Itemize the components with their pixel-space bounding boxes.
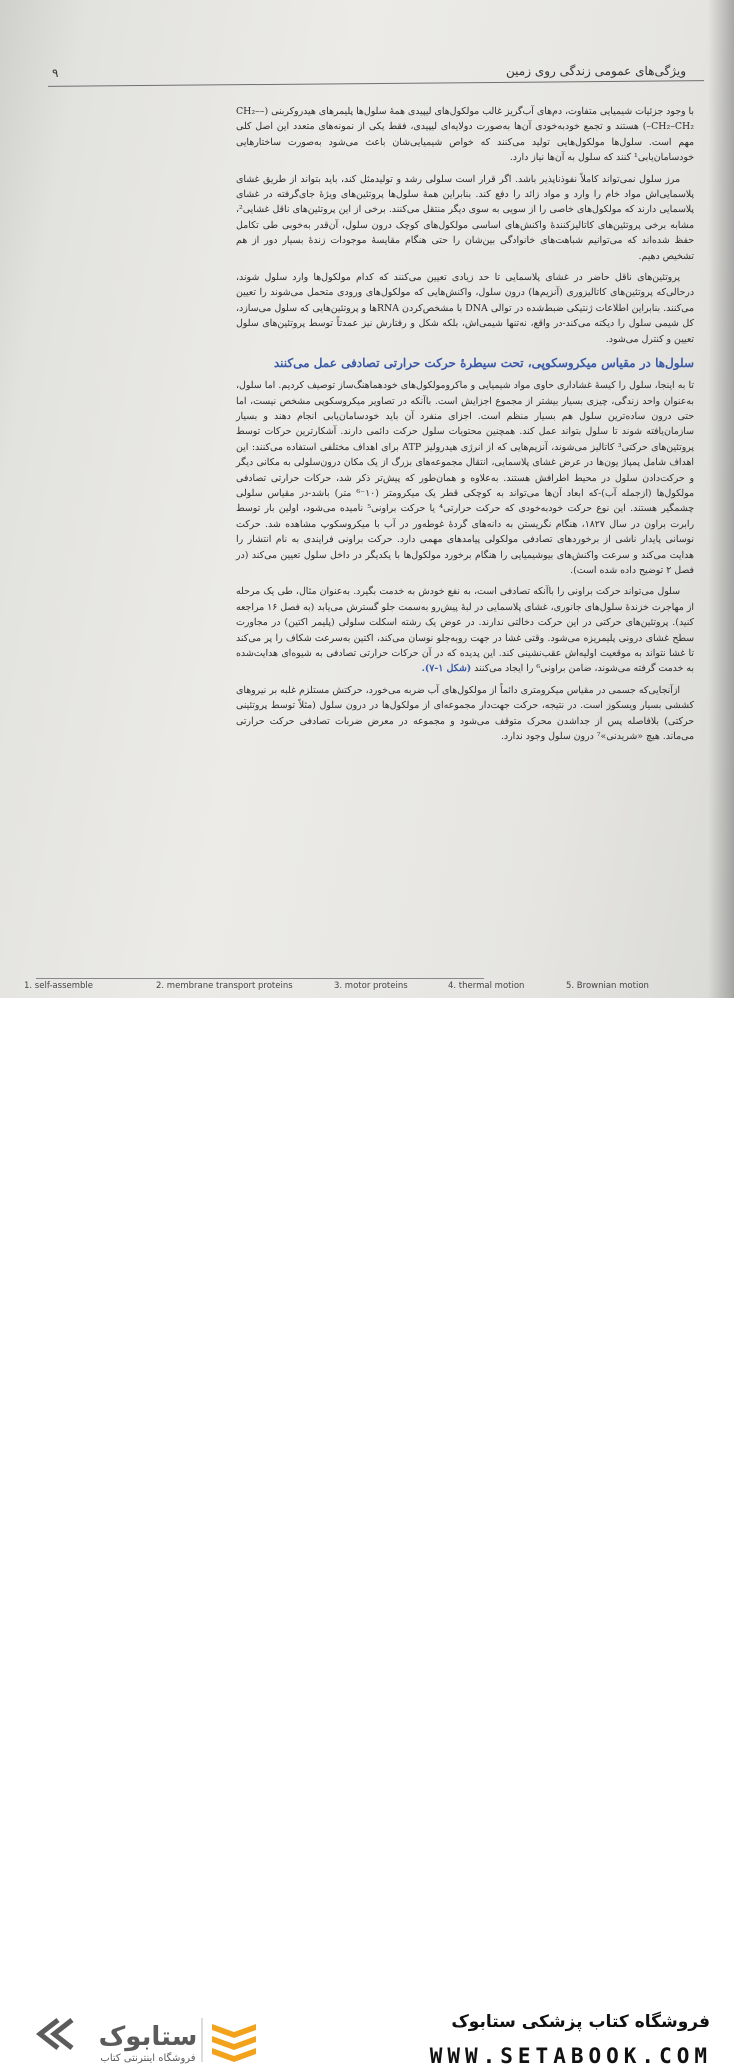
paragraph-6: ازآنجایی‌که جسمی در مقیاس میکرومتری دائماً از مولکول‌های آب ضربه می‌خورد، حرکتش مستلزم غلبه بر نیروهای کششی بسیار ویسکوز است. در نتیجه، حرکت جهت‌دار مجموعه‌ای از مولکول‌ها در درون سلول (مثلاً توسط پروتئینی حرکتی) بلافاصله پس از جداشدن محرک متوقف می‌شود و مجموعه در معرض ضربات تصادفی حرکت حرارتی می‌ماند. هیچ «شریدنی»⁷ درون سلول وجود ندارد. xyxy=(236,684,694,743)
book-spine-shadow xyxy=(708,0,734,998)
footnote-5: 5. Brownian motion xyxy=(566,981,649,991)
setabook-logo[interactable] xyxy=(36,2014,266,2066)
page-number: ۹ xyxy=(52,66,59,80)
header-rule xyxy=(48,80,704,87)
paragraph-1: با وجود جزئیات شیمیایی متفاوت، دم‌های آب‌گریز غالب مولکول‌های لیپیدی همهٔ سلول‌ها پلیمرهای هیدروکربنی (–CH₂–CH₂–CH₂–) هستند و تجمع خودبه‌خودی آن‌ها به‌صورت دولایه‌ای لیپیدی، فقط یکی از نمونه‌های متعدد این اصل کلی مهم است. سلول‌ها مولکول‌هایی تولید می‌کنند که خواص شیمیایی‌شان باعث می‌شود به‌صورت ساختارهایی خودسامان‌یابی¹ کنند که سلول به آن‌ها نیاز دارد. xyxy=(236,106,694,164)
figure-reference[interactable]: (شکل ۱-۷). xyxy=(421,663,472,675)
paragraph-5-text: سلول می‌تواند حرکت براونی را باآنکه تصادفی است، به نفع خودش به خدمت بگیرد. به‌عنوان مثال، طی یک مرحله از مهاجرت خزندهٔ سلول‌های جانوری، غشای پلاسمایی در لبهٔ پیش‌رو به‌سمت جلو گسترش می‌یابد (به فصل ۱۶ مراجعه کنید). پروتئین‌های حرکتی در این حرکت دخالتی ندارند. در عوض یک رشته اسکلت سلولی (پلیمر اکتین) در مجاورت سطح غشای درونی پلیمریزه می‌شود. وقتی غشا در جهت روبه‌جلو نوسان می‌کند، اکتین به‌سرعت شکاف را پر می‌کند تا غشا نتواند به موقعیت اولیه‌اش عقب‌نشینی کند. این پدیده که در آن حرکات حرارتی تصادفی به شیوه‌ای هدایت‌شده به خدمت گرفته می‌شوند، ضامن براونی⁶ را ایجاد می‌کنند xyxy=(236,586,694,675)
footnote-rule xyxy=(36,978,484,979)
stacked-books-icon xyxy=(212,2024,256,2062)
footnote-1: 1. self-assemble xyxy=(24,981,93,991)
logo-subtitle: فروشگاه اینترنتی کتاب xyxy=(100,2053,196,2064)
paragraph-2: مرز سلول نمی‌تواند کاملاً نفوذناپذیر باشد. اگر قرار است سلولی رشد و تولیدمثل کند، باید بتواند از طریق غشای پلاسمایی‌اش مواد خام را وارد و مواد زائد را دفع کند. بنابراین همهٔ سلول‌ها پروتئین‌های ویژهٔ جای‌گرفته در غشای پلاسمایی دارند که مولکول‌های خاصی را از سویی به سوی دیگر منتقل می‌کنند. برخی از این پروتئین‌های ناقل غشایی²، مشابه برخی پروتئین‌های کاتالیزکنندهٔ واکنش‌های اساسی مولکول‌های کوچک درون سلول، آن‌قدر به‌خوبی طی تکامل حفظ شده‌اند که می‌توانیم شباهت‌های خانوادگی بین‌شان را حتی هنگام مقایسهٔ موجودات زندهٔ بسیار دور از هم تشخیص دهیم. xyxy=(236,173,694,262)
store-url[interactable]: WWW.SETABOOK.COM xyxy=(429,2044,712,2068)
running-title: ویژگی‌های عمومی زندگی روی زمین xyxy=(506,64,686,78)
footnotes xyxy=(0,981,734,997)
footnote-2: 2. membrane transport proteins xyxy=(156,981,293,991)
logo-wordmark: ستابوک xyxy=(98,2022,198,2052)
paragraph-3: پروتئین‌های ناقل حاضر در غشای پلاسمایی تا حد زیادی تعیین می‌کنند که کدام مولکول‌ها وارد سلول شوند، درحالی‌که پروتئین‌های کاتالیزوری (آنزیم‌ها) درون سلول، واکنش‌هایی که مولکول‌های ورودی متحمل می‌شوند را تعیین می‌کنند. بنابراین اطلاعات ژنتیکی ضبط‌شده در توالی DNA با مشخص‌کردن RNAها و پروتئین‌هایی که سلول می‌سازد، کل شیمی سلول را دیکته می‌کند-در واقع، نه‌تنها شیمی‌اش، بلکه شکل و رفتارش نیز عمدتاً توسط پروتئین‌های سلول تعیین و کنترل می‌شود. xyxy=(236,272,694,345)
chevron-logo-icon xyxy=(40,2020,72,2048)
paragraph-5 xyxy=(236,584,694,676)
scanned-page xyxy=(0,0,734,998)
body-text xyxy=(236,104,694,750)
footnote-3: 3. motor proteins xyxy=(334,981,408,991)
store-name: فروشگاه کتاب پزشکی ستابوک xyxy=(451,2012,710,2032)
section-heading: سلول‌ها در مقیاس میکروسکوپی، تحت سیطرهٔ حرکت حرارتی تصادفی عمل می‌کنند xyxy=(273,356,694,371)
paragraph-4: تا به اینجا، سلول را کیسهٔ غشاداری حاوی مواد شیمیایی و ماکرومولکول‌های خودهماهنگ‌ساز توصیف کردیم. اما سلول، به‌عنوان واحد زندگی، چیزی بسیار بیشتر از مجموع اجزایش است. باآنکه در تصاویر میکروسکوپی مشخص نیست، اما حتی درون ساده‌ترین سلول هم بسیار منظم است. اجزای منفرد آن باید خودسامان‌یابی انجام دهند و بسیار سازمان‌یافته شوند تا سلول بتواند عمل کند. همچنین محتویات سلول حرکت دائمی دارند. آشکارترین حرکات توسط پروتئین‌های حرکتی³ کاتالیز می‌شوند، آنزیم‌هایی که از انرژی هیدرولیز ATP برای اهداف مختلفی استفاده می‌کنند: این اهداف شامل پمپاژ یون‌ها در عرض غشای پلاسمایی، انتقال مجموعه‌های بزرگ از یک مکان درون‌سلولی به مکانی دیگر و حرکت‌دادن سلول در محیط اطرافش هستند. به‌علاوه و همان‌طور که پیش‌تر ذکر شد، حرکات حرارتی تصادفی مولکول‌ها (ازجمله آب)-که ابعاد آن‌ها می‌تواند به کوچکی قطر یک میکرومتر (۱۰⁻⁶ متر) باشد-در مقیاس سلولی چشمگیر هستند. این نوع حرکت خودبه‌خودی که حرکت حرارتی⁴ یا حرکت براونی⁵ نامیده می‌شود، اولین بار توسط رابرت براون در سال ۱۸۲۷، هنگام نگریستن به دانه‌های گردهٔ غوطه‌ور در آب با میکروسکوپ مشاهده شد. حرکت نوسانی پایدار ناشی از برخوردهای تصادفی مولکولی پیامدهای مهمی دارد. حرکت براونی فرایندی به نام انتشار را هدایت می‌کند و سرعت واکنش‌های بیوشیمیایی را هنگام برخورد مولکول‌ها با یکدیگر در داخل سلول تعیین می‌کند (در فصل ۲ توضیح داده شده است). xyxy=(236,380,695,576)
store-banner xyxy=(0,998,734,2068)
footnote-4: 4. thermal motion xyxy=(448,981,525,991)
